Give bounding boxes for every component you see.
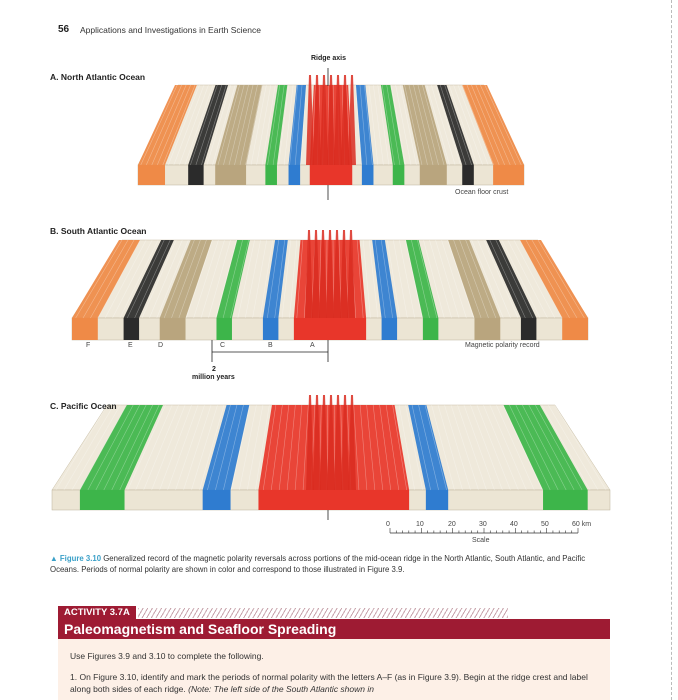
panel-c-label: C. Pacific Ocean [50, 401, 117, 411]
letter-d: D [158, 342, 164, 349]
caption-text: Generalized record of the magnetic polarity reversals across portions of the mid-ocean ridge in the North Atlantic, South Atlantic, and Pacific Oceans. Periods of normal polarity are shown in color and correspond to those illustrated in Figure 3.9. [50, 554, 586, 574]
panel-a-face-band-10 [493, 165, 524, 185]
activity-bar [58, 607, 508, 619]
panel-a-face-band-4 [289, 165, 301, 185]
panel-a-face-band-2 [215, 165, 246, 185]
activity-intro: Use Figures 3.9 and 3.10 to complete the following. [70, 651, 264, 661]
ocean-floor-crust-label: Ocean floor crust [455, 189, 509, 196]
panel-c-face-band-4 [543, 490, 588, 510]
panel-a-label: A. North Atlantic Ocean [50, 72, 146, 82]
panel-c-face-band-2 [258, 490, 409, 510]
panel-b-face-band-3 [216, 318, 231, 340]
panel-b-face-band-9 [521, 318, 536, 340]
scale-tick-10: 10 [416, 521, 424, 528]
panel-b-face-band-7 [423, 318, 438, 340]
scale-tick-50: 50 [541, 521, 549, 528]
panel-b-face-band-5 [294, 318, 366, 340]
question-1-number: 1. [70, 672, 78, 682]
activity-tag: ACTIVITY 3.7A [58, 606, 136, 620]
magnetic-polarity-record-label: Magnetic polarity record [465, 342, 540, 349]
scale-tick-40: 40 [510, 521, 518, 528]
panel-a-face-band-5 [310, 165, 352, 185]
panel-a-face-band-9 [462, 165, 474, 185]
panel-b-face-band-6 [382, 318, 397, 340]
running-header: Applications and Investigations in Earth Science [80, 25, 261, 35]
page-number: 56 [58, 24, 70, 35]
caption-figure-number: Figure 3.10 [59, 554, 102, 563]
panel-b-face-band-2 [160, 318, 186, 340]
scale-tick-0: 0 [386, 521, 390, 528]
question-1-text: On Figure 3.10, identify and mark the periods of normal polarity with the letters A–F (as in Figure 3.9). Begin at the ridge crest and label along both sides of each ridge. [70, 672, 588, 694]
activity-hatch [138, 608, 508, 618]
letter-f: F [86, 342, 91, 349]
panel-a-face-band-6 [362, 165, 374, 185]
panel-a-face-band-7 [393, 165, 405, 185]
panel-b-label: B. South Atlantic Ocean [50, 226, 147, 236]
question-1 [70, 671, 605, 695]
panel-c-face-band-0 [80, 490, 125, 510]
letter-b: B [268, 342, 273, 349]
letter-c: C [220, 342, 226, 349]
scale-label: Scale [472, 537, 490, 544]
letter-e: E [128, 342, 133, 349]
panel-c-face-band-3 [426, 490, 448, 510]
activity-title: Paleomagnetism and Seafloor Spreading [58, 619, 610, 639]
question-1-note: (Note: The left side of the South Atlantic shown in [188, 684, 374, 694]
scale-tick-30: 30 [479, 521, 487, 528]
panel-a-face-band-1 [188, 165, 203, 185]
panel-b-face-band-10 [562, 318, 588, 340]
span-unit: million years [192, 374, 235, 381]
letter-a: A [310, 342, 315, 349]
figure-caption [50, 553, 610, 575]
span-value: 2 [212, 366, 216, 373]
panel-c-face-band-1 [203, 490, 231, 510]
panel-b-face-band-4 [263, 318, 278, 340]
scale-tick-20: 20 [448, 521, 456, 528]
ridge-axis-label: Ridge axis [311, 55, 347, 62]
panel-a-face-band-8 [420, 165, 447, 185]
caption-triangle-icon: ▲ [50, 554, 58, 563]
panel-b-face-band-8 [474, 318, 500, 340]
panel-b-face-band-1 [124, 318, 139, 340]
panel-b-face-band-0 [72, 318, 98, 340]
panel-a-face-band-0 [138, 165, 165, 185]
panel-a-face-band-3 [265, 165, 277, 185]
scale-tick-60km: 60 km [572, 521, 592, 528]
